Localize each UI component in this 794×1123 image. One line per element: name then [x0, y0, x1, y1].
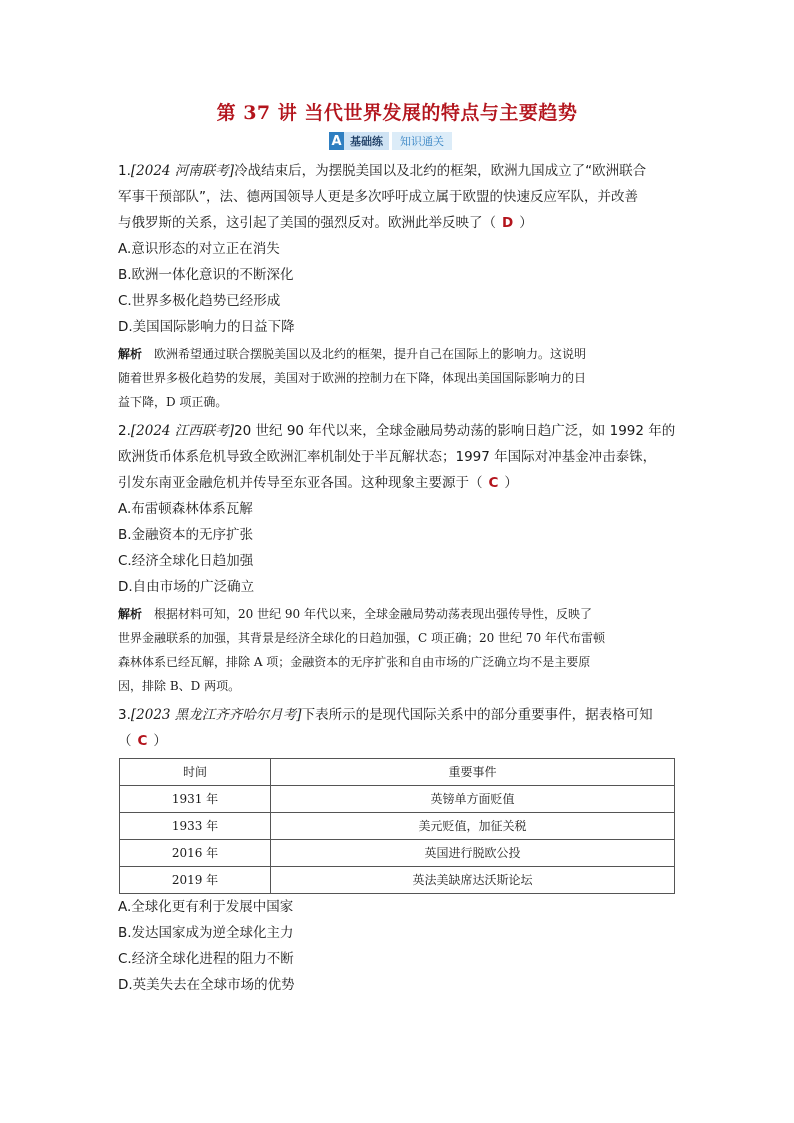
explanation-label: 解析 [118, 607, 143, 621]
question-list [118, 158, 678, 998]
question-2 [118, 418, 678, 698]
table-header: 时间 [120, 759, 271, 786]
option-b: B.金融资本的无序扩张 [118, 527, 254, 543]
events-table [119, 758, 675, 894]
table-cell: 2019 年 [120, 867, 271, 894]
table-header-row [120, 759, 675, 786]
option-b: B.欧洲一体化意识的不断深化 [118, 267, 294, 283]
option-d: D.英美失去在全球市场的优势 [118, 977, 295, 993]
badge-letter: A [329, 132, 344, 150]
option-c: C.经济全球化进程的阻力不断 [118, 951, 294, 967]
explanation-label: 解析 [118, 347, 143, 361]
question-1 [118, 158, 678, 414]
answer: D [502, 215, 514, 231]
table-cell: 英镑单方面贬值 [271, 786, 675, 813]
table-cell: 2016 年 [120, 840, 271, 867]
explanation: 解析 欧洲希望通过联合摆脱美国以及北约的框架，提升自己在国际上的影响力。这说明 随着世界多极化趋势的发展，美国对于欧洲的控制力在下降，体现出美国国际影响力的日 益下降，D 项正确。 [118, 347, 587, 409]
table-cell: 1933 年 [120, 813, 271, 840]
badge-label: 基础练 [344, 132, 389, 150]
question-source: [2024 河南联考] [130, 163, 235, 179]
section-badge [329, 132, 452, 150]
page-title: 第 37 讲 当代世界发展的特点与主要趋势 [216, 102, 578, 124]
table-row [120, 786, 675, 813]
table-cell: 1931 年 [120, 786, 271, 813]
option-b: B.发达国家成为逆全球化主力 [118, 925, 294, 941]
answer: C [488, 475, 499, 491]
option-d: D.美国国际影响力的日益下降 [118, 319, 295, 335]
option-c: C.经济全球化日趋加强 [118, 553, 254, 569]
table-row [120, 840, 675, 867]
question-stem: 1.[2024 河南联考]冷战结束后，为摆脱美国以及北约的框架，欧洲九国成立了“欧洲联合 军事干预部队”，法、德两国领导人更是多次呼吁成立属于欧盟的快速反应军队，并改善 与俄罗斯的关系，这引起了美国的强烈反对。欧洲此举反映了（ D ） [118, 163, 647, 231]
table-cell: 英法美缺席达沃斯论坛 [271, 867, 675, 894]
table-row [120, 867, 675, 894]
question-3 [118, 702, 678, 998]
option-d: D.自由市场的广泛确立 [118, 579, 255, 595]
question-source: [2024 江西联考] [130, 423, 235, 439]
option-a: A.布雷顿森林体系瓦解 [118, 501, 253, 517]
question-stem: 3.[2023 黑龙江齐齐哈尔月考]下表所示的是现代国际关系中的部分重要事件，据表格可知 （ C ） [118, 707, 653, 749]
option-a: A.意识形态的对立正在消失 [118, 241, 280, 257]
option-a: A.全球化更有利于发展中国家 [118, 899, 294, 915]
table-row [120, 813, 675, 840]
table-cell: 美元贬值，加征关税 [271, 813, 675, 840]
option-c: C.世界多极化趋势已经形成 [118, 293, 281, 309]
badge-sub: 知识通关 [392, 132, 452, 150]
table-header: 重要事件 [271, 759, 675, 786]
question-stem: 2.[2024 江西联考]20 世纪 90 年代以来，全球金融局势动荡的影响日趋广泛，如 1992 年的 欧洲货币体系危机导致全欧洲汇率机制处于半瓦解状态；1997 年国际对冲基金冲击泰铢， 引发东南亚金融危机并传导至东亚各国。这种现象主要源于（ C ） [118, 423, 676, 491]
explanation: 解析 根据材料可知，20 世纪 90 年代以来，全球金融局势动荡表现出强传导性，反映了 世界金融联系的加强，其背景是经济全球化的日趋加强，C 项正确；20 世纪 70 年代布雷顿 森林体系已经瓦解，排除 A 项；金融资本的无序扩张和自由市场的广泛确立均不是主要原 因，排除 B、D 两项。 [118, 607, 605, 693]
table-cell: 英国进行脱欧公投 [271, 840, 675, 867]
answer: C [137, 733, 148, 749]
question-source: [2023 黑龙江齐齐哈尔月考] [130, 707, 302, 723]
